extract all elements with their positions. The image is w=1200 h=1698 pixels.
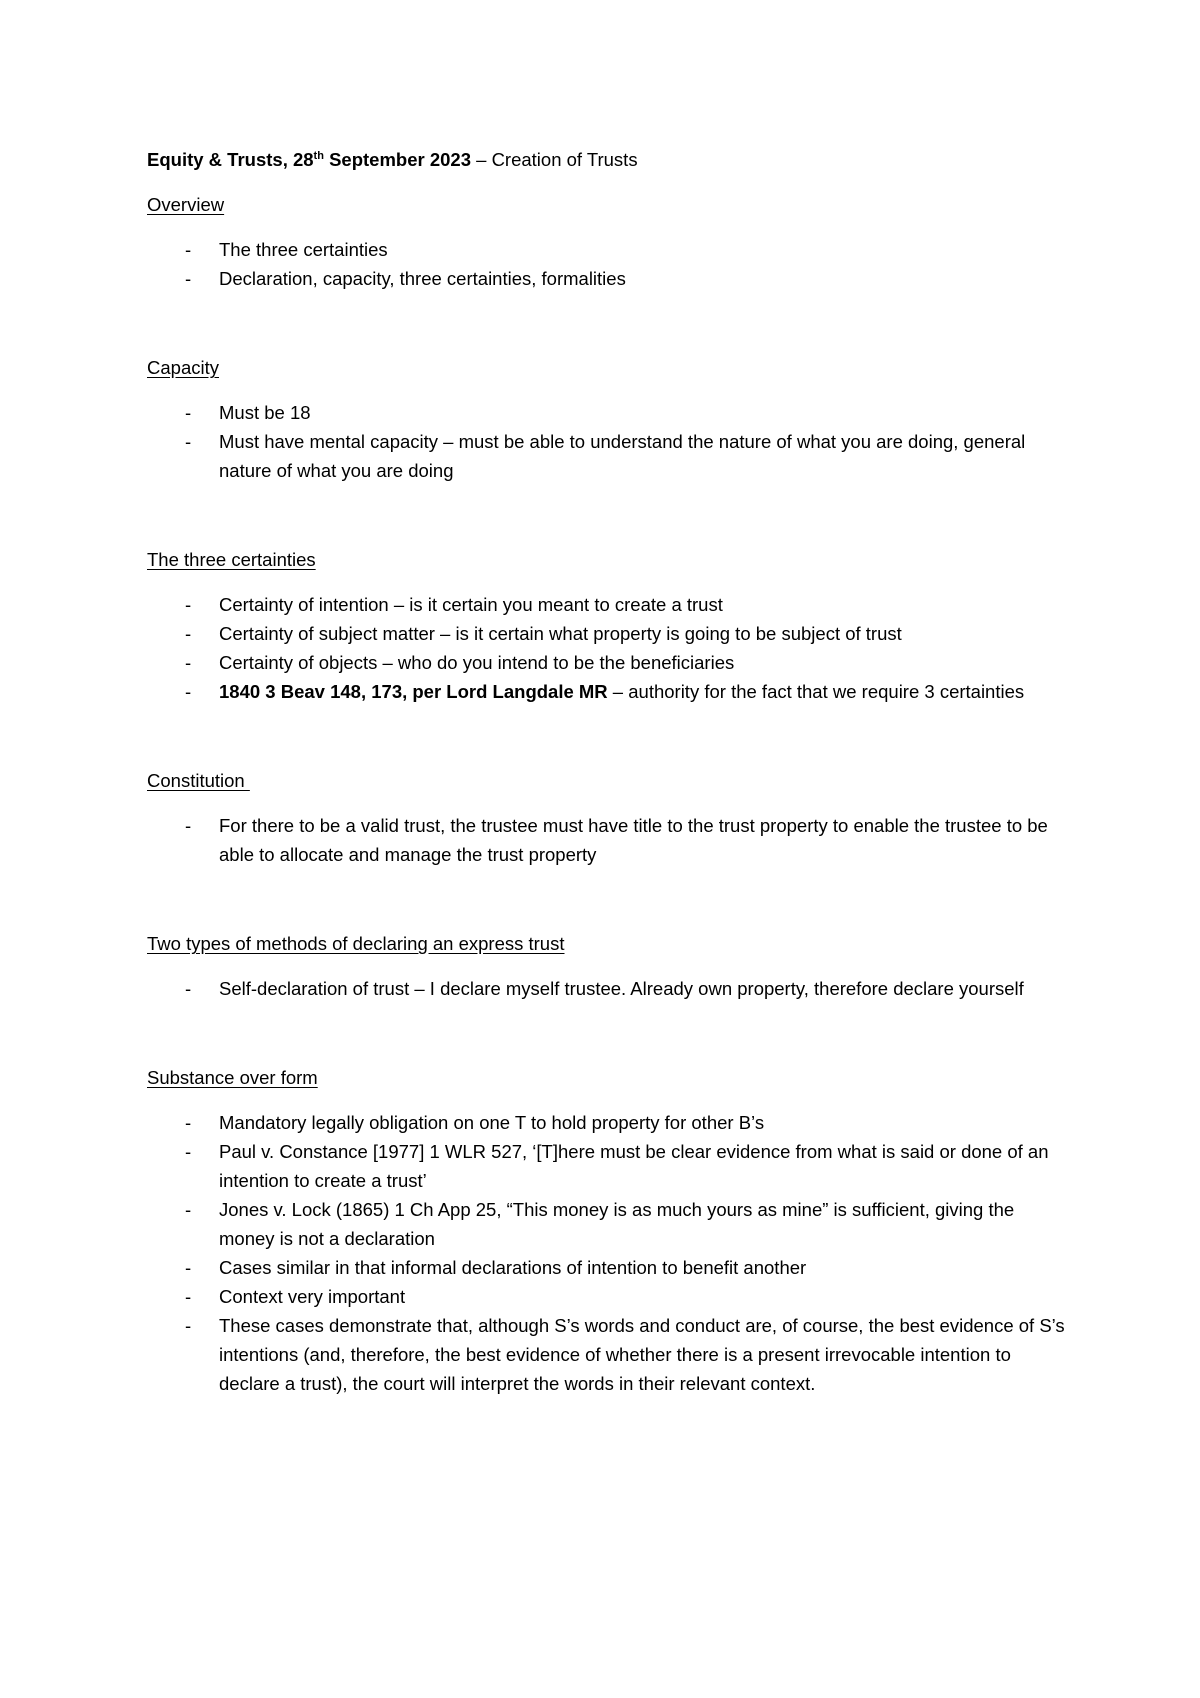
title-date [147, 149, 471, 170]
list-item-text: For there to be a valid trust, the trustee must have title to the trust property to enable the trustee to be able to allocate and manage the trust property [219, 815, 1048, 865]
list-item [147, 1137, 1067, 1195]
list-item-text: Context very important [219, 1286, 406, 1307]
list-item [147, 427, 1067, 485]
section-overview [147, 190, 1067, 293]
list-item [147, 1108, 1067, 1137]
list-item [147, 398, 1067, 427]
title-suffix: September 2023 [323, 149, 471, 170]
list-item-text: The three certainties [219, 239, 388, 260]
list-item-text: – authority for the fact that we require 3 certainties [607, 681, 1025, 702]
bullet-dash: - [185, 402, 192, 423]
section-declaration-methods [147, 929, 1067, 1003]
list-item [147, 974, 1067, 1003]
section-constitution [147, 766, 1067, 869]
bullet-dash: - [185, 1141, 192, 1162]
section-heading-constitution: Constitution [147, 770, 250, 791]
list-item [147, 648, 1067, 677]
section-substance-over-form [147, 1063, 1067, 1398]
bullet-dash: - [185, 815, 192, 836]
bullet-dash: - [185, 431, 192, 452]
section-heading-substance-over-form: Substance over form [147, 1067, 318, 1088]
case-citation: 1840 3 Beav 148, 173, per Lord Langdale MR [219, 681, 608, 702]
document-title [147, 145, 1067, 174]
title-superscript: th [313, 149, 324, 162]
list-item-authority [147, 677, 1067, 706]
section-heading-three-certainties: The three certainties [147, 549, 316, 570]
bullet-dash: - [185, 1315, 192, 1336]
list-item [147, 1253, 1067, 1282]
list-item-text: Must have mental capacity – must be able to understand the nature of what you are doing, general nature of what you are doing [219, 431, 1026, 481]
section-capacity [147, 353, 1067, 485]
list-item [147, 619, 1067, 648]
bullet-dash: - [185, 239, 192, 260]
bullet-dash: - [185, 1257, 192, 1278]
list-item [147, 235, 1067, 264]
list-item-text: Certainty of objects – who do you intend to be the beneficiaries [219, 652, 735, 673]
bullet-dash: - [185, 623, 192, 644]
list-item-text: Self-declaration of trust – I declare myself trustee. Already own property, therefore declare yourself [219, 978, 1024, 999]
bullet-list-capacity [147, 398, 1067, 485]
bullet-dash: - [185, 652, 192, 673]
list-item-text: Cases similar in that informal declarations of intention to benefit another [219, 1257, 807, 1278]
list-item [147, 264, 1067, 293]
list-item [147, 1311, 1067, 1398]
list-item-text: Mandatory legally obligation on one T to hold property for other B’s [219, 1112, 765, 1133]
bullet-list-three-certainties [147, 590, 1067, 706]
title-prefix: Equity & Trusts, 28 [147, 149, 314, 170]
list-item-text: Certainty of intention – is it certain you meant to create a trust [219, 594, 723, 615]
list-item [147, 1195, 1067, 1253]
bullet-list-overview [147, 235, 1067, 293]
list-item [147, 811, 1067, 869]
section-heading-overview: Overview [147, 194, 225, 215]
section-heading-capacity: Capacity [147, 357, 219, 378]
list-item-text: These cases demonstrate that, although S’s words and conduct are, of course, the best evidence of S’s intentions (and, therefore, the best evidence of whether there is a present irrevocable intention to declare a trust), the court will interpret the words in their relevant context. [219, 1315, 1065, 1394]
bullet-list-constitution [147, 811, 1067, 869]
list-item-text: Must be 18 [219, 402, 311, 423]
section-three-certainties [147, 545, 1067, 706]
bullet-dash: - [185, 594, 192, 615]
bullet-list-declaration-methods [147, 974, 1067, 1003]
bullet-dash: - [185, 978, 192, 999]
list-item-text: Paul v. Constance [1977] 1 WLR 527, ‘[T]here must be clear evidence from what is said or done of an intention to create a trust’ [219, 1141, 1049, 1191]
title-topic: – Creation of Trusts [471, 149, 638, 170]
list-item-text: Declaration, capacity, three certainties, formalities [219, 268, 626, 289]
bullet-list-substance-over-form [147, 1108, 1067, 1398]
bullet-dash: - [185, 1286, 192, 1307]
bullet-dash: - [185, 1112, 192, 1133]
list-item [147, 1282, 1067, 1311]
list-item-text: Jones v. Lock (1865) 1 Ch App 25, “This money is as much yours as mine” is sufficient, giving the money is not a declaration [219, 1199, 1015, 1249]
list-item-text: Certainty of subject matter – is it certain what property is going to be subject of trust [219, 623, 902, 644]
bullet-dash: - [185, 1199, 192, 1220]
bullet-dash: - [185, 681, 192, 702]
document-body [147, 145, 1067, 1398]
list-item [147, 590, 1067, 619]
section-heading-declaration-methods: Two types of methods of declaring an express trust [147, 933, 565, 954]
bullet-dash: - [185, 268, 192, 289]
